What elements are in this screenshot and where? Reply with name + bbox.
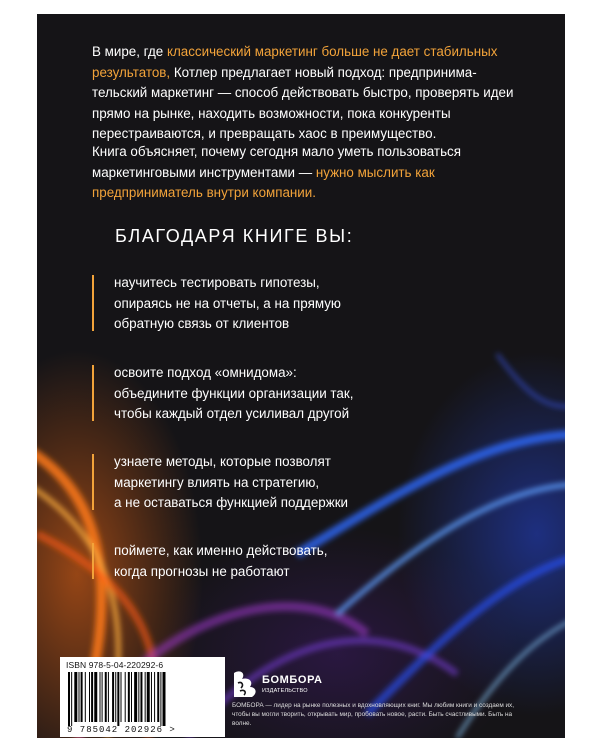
benefit-line: чтобы каждый отдел усиливал другой — [114, 406, 350, 422]
barcode-bar — [163, 672, 166, 726]
barcode-bar — [108, 672, 109, 722]
barcode-graphic — [64, 672, 221, 726]
barcode-bar — [102, 672, 103, 722]
benefit-item — [92, 541, 522, 582]
benefit-item — [92, 273, 522, 335]
accent-bar — [92, 454, 94, 510]
benefit-line: опираясь не на отчеты, а на прямую — [114, 295, 341, 311]
accent-bar — [92, 365, 94, 421]
benefit-line: узнаете методы, которые позволят — [114, 454, 331, 469]
barcode-bar — [117, 672, 119, 726]
intro-highlight: классический маркетинг больше не дает стабильных результатов, — [92, 44, 498, 80]
summary-text: Книга объясняет, почему сегодня мало уметь пользоваться маркетинговыми инструментами — — [92, 144, 461, 180]
publisher-name: БОМБОРА — [262, 674, 323, 686]
barcode-bar — [115, 672, 116, 722]
intro-text: В мире, где — [92, 44, 167, 59]
barcode-bar — [134, 672, 137, 722]
barcode-bar — [131, 672, 132, 722]
isbn-label: ISBN 978-5-04-220292-6 — [66, 660, 164, 670]
barcode-bar — [128, 672, 130, 722]
benefit-line: освоите подход «омнидома»: — [114, 365, 297, 380]
barcode-bar — [89, 672, 90, 722]
barcode-bar — [74, 672, 77, 722]
back-cover — [37, 14, 565, 738]
bombora-logo-icon — [232, 669, 258, 699]
barcode-bar — [79, 672, 80, 722]
barcode-bar — [157, 672, 159, 722]
summary-highlight: нужно мыслить как предприниматель внутри компании. — [92, 164, 435, 201]
benefit-item — [92, 452, 522, 514]
barcode-bar — [145, 672, 146, 722]
barcode-digits: 9 785042 202926 > — [67, 725, 176, 735]
intro-text: Котлер предлагает новый подход: предпринима-тельский маркетинг — способ действовать быстро, проверять идеи прямо на рынке, находить возможности, пока конкуренты перестраиваются, и превращать хаос в преимущество. — [92, 64, 514, 142]
intro-paragraph — [92, 42, 522, 145]
barcode-bar — [68, 672, 70, 726]
barcode-bar — [100, 672, 101, 722]
benefit-item — [92, 363, 522, 425]
barcode-bar — [81, 672, 83, 722]
benefit-line: научитесь тестировать гипотезы, — [114, 275, 320, 290]
summary-paragraph — [92, 142, 522, 204]
barcode-bar — [151, 672, 152, 722]
barcode-bar — [140, 672, 142, 722]
barcode-bar — [125, 672, 126, 722]
accent-bar — [92, 543, 94, 579]
benefit-line: поймете, как именно действовать, — [114, 543, 328, 558]
benefit-line: объедините функции организации так, — [114, 385, 354, 401]
barcode-bar — [85, 672, 86, 722]
barcode-panel — [60, 657, 225, 737]
benefit-line: а не оставаться функцией поддержки — [114, 495, 349, 511]
barcode-bar — [154, 672, 155, 722]
benefit-line: маркетингу влиять на стратегию, — [114, 474, 320, 490]
barcode-bar — [121, 672, 122, 722]
barcode-bar — [91, 672, 93, 722]
barcode-bar — [160, 672, 161, 726]
barcode-bar — [105, 672, 107, 722]
barcode-bar — [71, 672, 72, 726]
barcode-bar — [138, 672, 139, 722]
barcode-bar — [94, 672, 97, 722]
barcode-bar — [112, 672, 114, 722]
benefits-heading: БЛАГОДАРЯ КНИГЕ ВЫ: — [115, 226, 354, 246]
accent-bar — [92, 275, 94, 331]
publisher-tagline: БОМБОРА — лидер на рынке полезных и вдохновляющих книг. Мы любим книги и создаем их, чтобы вы могли творить, открывать мир, пробовать новое, расти. Быть счастливыми. Быть на волне. — [232, 702, 515, 727]
publisher-subtitle: ИЗДАТЕЛЬСТВО — [262, 688, 308, 694]
benefit-line: когда прогнозы не работают — [114, 563, 290, 579]
benefit-line: обратную связь от клиентов — [114, 316, 290, 332]
barcode-bar — [147, 672, 150, 722]
